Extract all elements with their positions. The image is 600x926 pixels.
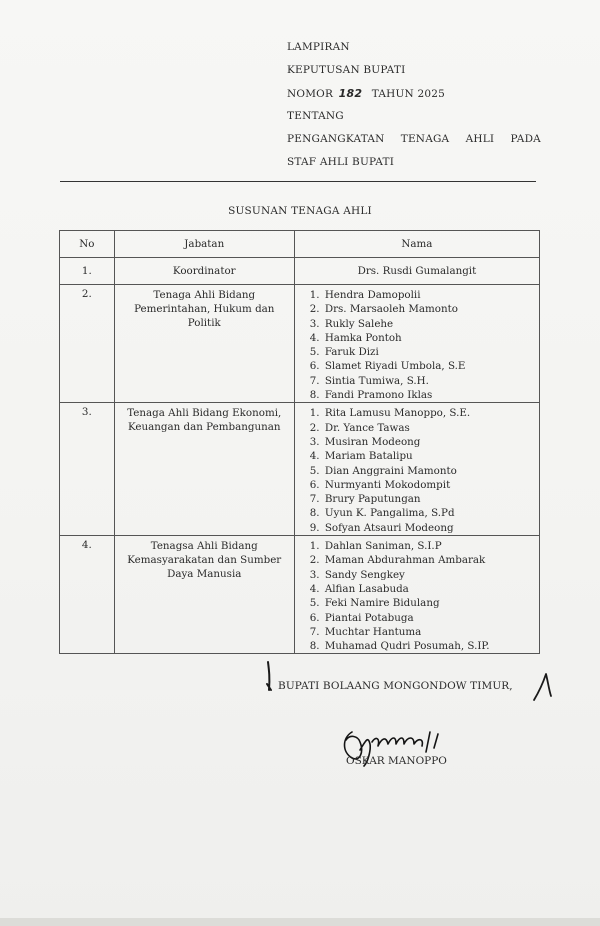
row-jabatan: Koordinator — [114, 258, 294, 285]
row-name: Drs. Rusdi Gumalangit — [294, 258, 539, 285]
table-row — [60, 403, 540, 536]
list-item: 3. Rukly Salehe — [323, 317, 539, 331]
list-item: 2. Maman Abdurahman Ambarak — [323, 553, 539, 567]
row-no: 1. — [60, 258, 115, 285]
list-item: 8. Muhamad Qudri Posumah, S.IP. — [323, 639, 539, 653]
header-divider — [60, 181, 536, 182]
table-row — [60, 285, 540, 403]
subject-word: TENAGA — [400, 133, 450, 145]
header-nama: Nama — [294, 231, 539, 258]
list-item: 6. Nurmyanti Mokodompit — [323, 478, 539, 492]
row-names — [294, 536, 539, 654]
signatory-name: OSKAR MANOPPO — [346, 755, 447, 767]
name-list — [295, 536, 539, 653]
row-names — [294, 285, 539, 403]
list-item: 5. Faruk Dizi — [323, 345, 539, 359]
lampiran-label: LAMPIRAN — [287, 41, 350, 53]
row-jabatan: Tenaga Ahli Bidang Ekonomi, Keuangan dan Pembangunan — [114, 403, 294, 536]
name-list — [295, 285, 539, 402]
tahun-label: TAHUN 2025 — [371, 88, 445, 100]
name-list — [295, 403, 539, 535]
list-item: 4. Alfian Lasabuda — [323, 582, 539, 596]
paraf-mark-icon — [532, 672, 554, 702]
keputusan-label: KEPUTUSAN BUPATI — [287, 64, 406, 76]
list-item: 2. Drs. Marsaoleh Mamonto — [323, 302, 539, 316]
header-jabatan: Jabatan — [114, 231, 294, 258]
table-row — [60, 258, 540, 285]
subject-word: PENGANGKATAN — [287, 133, 385, 145]
row-names — [294, 403, 539, 536]
bupati-title: BUPATI BOLAANG MONGONDOW TIMUR, — [278, 680, 513, 692]
nomor-handwritten-value: 182 — [338, 87, 363, 100]
list-item: 2. Dr. Yance Tawas — [323, 421, 539, 435]
nomor-line — [287, 82, 541, 105]
list-item: 3. Sandy Sengkey — [323, 568, 539, 582]
table-header-row — [60, 231, 540, 258]
list-item: 6. Slamet Riyadi Umbola, S.E — [323, 359, 539, 373]
list-item: 1. Dahlan Saniman, S.I.P — [323, 539, 539, 553]
list-item: 3. Musiran Modeong — [323, 435, 539, 449]
lampiran-header — [287, 36, 541, 174]
list-item: 8. Uyun K. Pangalima, S.Pd — [323, 506, 539, 520]
table-row — [60, 536, 540, 654]
tentang-label: TENTANG — [287, 110, 344, 122]
header-no: No — [60, 231, 115, 258]
row-jabatan: Tenaga Ahli Bidang Pemerintahan, Hukum dan Politik — [114, 285, 294, 403]
list-item: 5. Dian Anggraini Mamonto — [323, 464, 539, 478]
document-title: SUSUNAN TENAGA AHLI — [228, 205, 372, 217]
scan-edge — [0, 918, 600, 926]
list-item: 7. Sintia Tumiwa, S.H. — [323, 374, 539, 388]
list-item: 7. Brury Paputungan — [323, 492, 539, 506]
list-item: 4. Hamka Pontoh — [323, 331, 539, 345]
subject-word: AHLI — [465, 133, 495, 145]
subject-line-2: STAF AHLI BUPATI — [287, 156, 395, 168]
paraf-mark-icon — [263, 660, 277, 694]
tenaga-ahli-table — [59, 230, 540, 654]
subject-word: PADA — [510, 133, 541, 145]
list-item: 7. Muchtar Hantuma — [323, 625, 539, 639]
list-item: 5. Feki Namire Bidulang — [323, 596, 539, 610]
row-no: 3. — [60, 403, 115, 536]
row-no: 4. — [60, 536, 115, 654]
subject-line-1 — [287, 128, 541, 151]
list-item: 4. Mariam Batalipu — [323, 449, 539, 463]
list-item: 1. Hendra Damopolii — [323, 288, 539, 302]
nomor-label: NOMOR — [287, 88, 334, 100]
list-item: 6. Piantai Potabuga — [323, 611, 539, 625]
row-jabatan: Tenagsa Ahli Bidang Kemasyarakatan dan Sumber Daya Manusia — [114, 536, 294, 654]
row-no: 2. — [60, 285, 115, 403]
list-item: 1. Rita Lamusu Manoppo, S.E. — [323, 406, 539, 420]
list-item: 8. Fandi Pramono Iklas — [323, 388, 539, 402]
list-item: 9. Sofyan Atsauri Modeong — [323, 521, 539, 535]
